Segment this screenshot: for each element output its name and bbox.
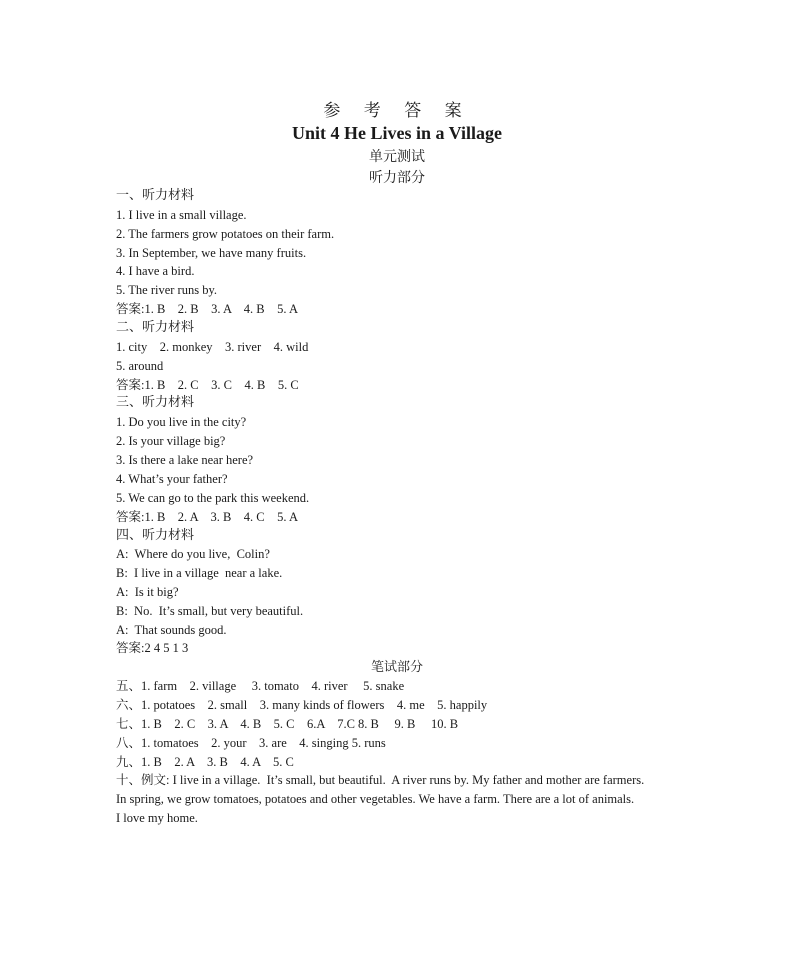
written-answer-9: 九、1. B 2. A 3. B 4. A 5. C xyxy=(116,755,294,769)
text-line: 5. We can go to the park this weekend. xyxy=(116,491,310,505)
page-title-cn: 参 考 答 案 xyxy=(323,101,471,121)
essay-line: In spring, we grow tomatoes, potatoes and other vegetables. We have a farm. There are a lot of animals. xyxy=(116,792,635,806)
written-answer-8: 八、1. tomatoes 2. your 3. are 4. singing 5. runs xyxy=(116,736,386,750)
text-line: 3. In September, we have many fruits. xyxy=(116,246,307,260)
text-line: 1. city 2. monkey 3. river 4. wild xyxy=(116,340,309,354)
text-line: 5. The river runs by. xyxy=(116,283,218,297)
answer-line: 答案:1. B 2. A 3. B 4. C 5. A xyxy=(116,510,298,524)
text-line: 2. Is your village big? xyxy=(116,434,226,448)
essay-line: I love my home. xyxy=(116,811,198,825)
dialogue-line: A: Is it big? xyxy=(116,585,179,599)
written-answer-6: 六、1. potatoes 2. small 3. many kinds of flowers 4. me 5. happily xyxy=(116,698,488,712)
listening-section-title: 听力部分 xyxy=(369,170,425,186)
unit-title: Unit 4 He Lives in a Village xyxy=(291,123,502,143)
text-line: 4. I have a bird. xyxy=(116,264,195,278)
text-line: 1. Do you live in the city? xyxy=(116,415,247,429)
text-line: 4. What’s your father? xyxy=(116,472,228,486)
text-line: 5. around xyxy=(116,359,164,373)
dialogue-line: A: Where do you live, Colin? xyxy=(116,547,270,561)
written-answer-7: 七、1. B 2. C 3. A 4. B 5. C 6.A 7.C 8. B 9. B 10. B xyxy=(116,717,459,731)
section-heading-1: 一、听力材料 xyxy=(116,188,195,203)
dialogue-line: A: That sounds good. xyxy=(116,623,227,637)
test-subtitle: 单元测试 xyxy=(369,149,425,165)
text-line: 1. I live in a small village. xyxy=(116,208,247,222)
written-answer-10: 十、例文: I live in a village. It’s small, but beautiful. A river runs by. My father and mother are farmers. xyxy=(116,773,645,787)
section-heading-4: 四、听力材料 xyxy=(116,528,195,543)
answer-line: 答案:2 4 5 1 3 xyxy=(116,641,189,655)
section-heading-3: 三、听力材料 xyxy=(116,395,195,410)
written-answer-5: 五、1. farm 2. village 3. tomato 4. river 5. snake xyxy=(116,679,405,693)
answer-line: 答案:1. B 2. C 3. C 4. B 5. C xyxy=(116,378,299,392)
written-section-title: 笔试部分 xyxy=(370,660,423,675)
text-line: 3. Is there a lake near here? xyxy=(116,453,254,467)
dialogue-line: B: No. It’s small, but very beautiful. xyxy=(116,604,304,618)
answer-line: 答案:1. B 2. B 3. A 4. B 5. A xyxy=(116,302,298,316)
section-heading-2: 二、听力材料 xyxy=(116,320,195,335)
text-line: 2. The farmers grow potatoes on their farm. xyxy=(116,227,335,241)
dialogue-line: B: I live in a village near a lake. xyxy=(116,566,283,580)
